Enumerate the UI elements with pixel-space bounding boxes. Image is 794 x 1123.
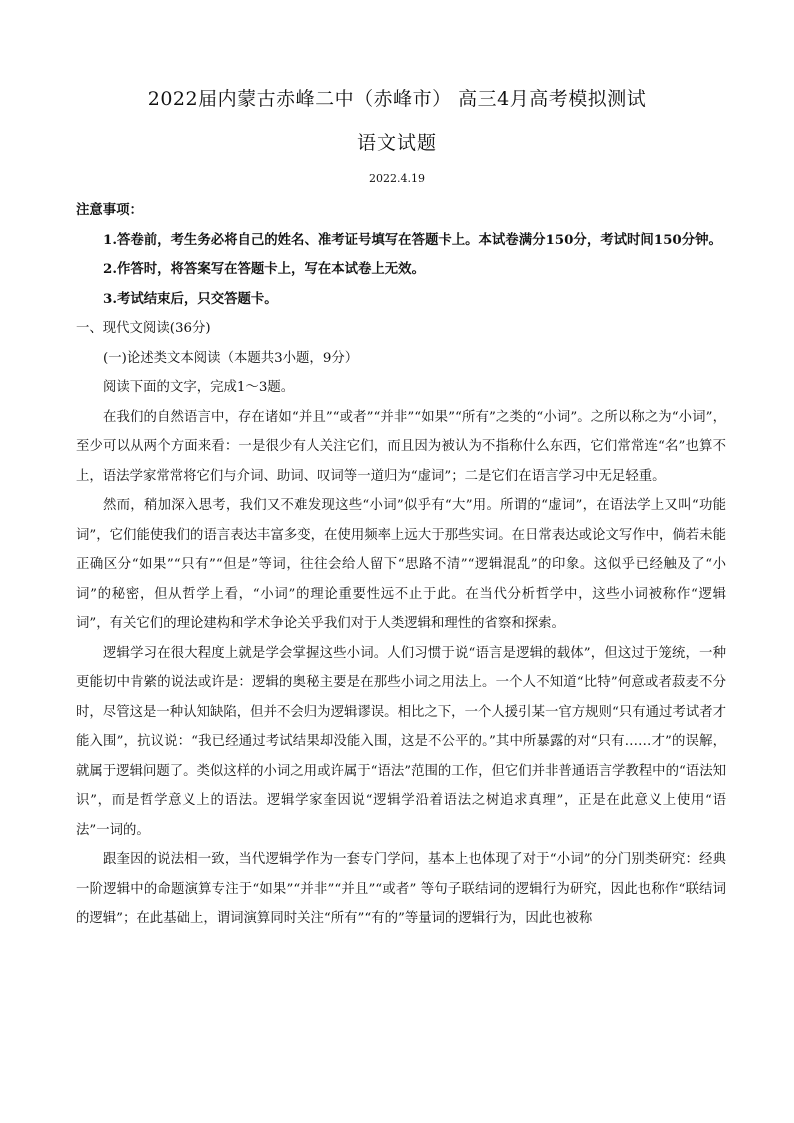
paragraph-2: 然而，稍加深入思考，我们又不难发现这些“小词”似乎有“大”用。所谓的“虚词”，在语法学上又叫“功能词”，它们能使我们的语言表达丰富多变，在使用频率上远大于那些实词。在日常表达或论文写作中，倘若未能正确区分“如果”“只有”“但是”等词，往往会给人留下“思路不清”“逻辑混乱”的印象。这似乎已经触及了“小词”的秘密，但从哲学上看，“小词”的理论重要性远不止于此。在当代分析哲学中，这些小词被称作“逻辑词”，有关它们的理论建构和学术争论关乎我们对于人类逻辑和理性的省察和探索。 xyxy=(76,498,726,631)
document-date: 2022.4.19 xyxy=(369,172,425,185)
document-body xyxy=(76,196,726,934)
section-instruction: 阅读下面的文字，完成1～3题。 xyxy=(103,380,295,395)
paragraph-3: 逻辑学习在很大程度上就是学会掌握这些小词。人们习惯于说“语言是逻辑的载体”，但这过于笼统，一种更能切中肯綮的说法或许是：逻辑的奥秘主要是在那些小词之用法上。一个人不知道“比特”何意或者菽麦不分时，尽管这是一种认知缺陷，但并不会归为逻辑谬误。相比之下，一个人援引某一官方规则“只有通过考试者才能入围”，抗议说：“我已经通过考试结果却没能入围，这是不公平的。”其中所暴露的对“只有……才”的误解，就属于逻辑问题了。类似这样的小词之用或许属于“语法”范围的工作，但它们并非普通语言学教程中的“语法知识”，而是哲学意义上的语法。逻辑学家奎因说“逻辑学沿着语法之树追求真理”，正是在此意义上使用“语法”一词的。 xyxy=(76,645,726,838)
notes-item-1: 1.答卷前，考生务必将自己的姓名、准考证号填写在答题卡上。本试卷满分150分，考试时间150分钟。 xyxy=(103,231,722,248)
paragraph-4: 跟奎因的说法相一致，当代逻辑学作为一套专门学问，基本上也体现了对于“小词”的分门别类研究：经典一阶逻辑中的命题演算专注于“如果”“并非”“并且”“或者” 等句子联结词的逻辑行为研究，因此也称作“联结词的逻辑”；在此基础上，谓词演算同时关注“所有”“有的”等量词的逻辑行为，因此也被称 xyxy=(76,852,726,926)
notes-item-2: 2.作答时，将答案写在答题卡上，写在本试卷上无效。 xyxy=(103,261,425,277)
notes-heading: 注意事项： xyxy=(76,202,143,218)
notes-item-3: 3.考试结束后，只交答题卡。 xyxy=(103,290,278,307)
document-subtitle: 语文试题 xyxy=(356,132,437,154)
document-title: 2022届内蒙古赤峰二中（赤峰市） 高三4月高考模拟测试 xyxy=(147,88,647,110)
paragraph-1: 在我们的自然语言中，存在诸如“并且”“或者”“并非”“如果”“所有”之类的“小词”。之所以称之为“小词”，至少可以从两个方面来看：一是很少有人关注它们，而且因为被认为不指称什么东西，它们常常连“名”也算不上，语法学家常常将它们与介词、助词、叹词等一道归为“虚词”；二是它们在语言学习中无足轻重。 xyxy=(76,409,726,484)
section-subheading: (一)论述类文本阅读（本题共3小题，9分） xyxy=(103,350,359,366)
section-heading: 一、现代文阅读(36分) xyxy=(76,321,211,336)
